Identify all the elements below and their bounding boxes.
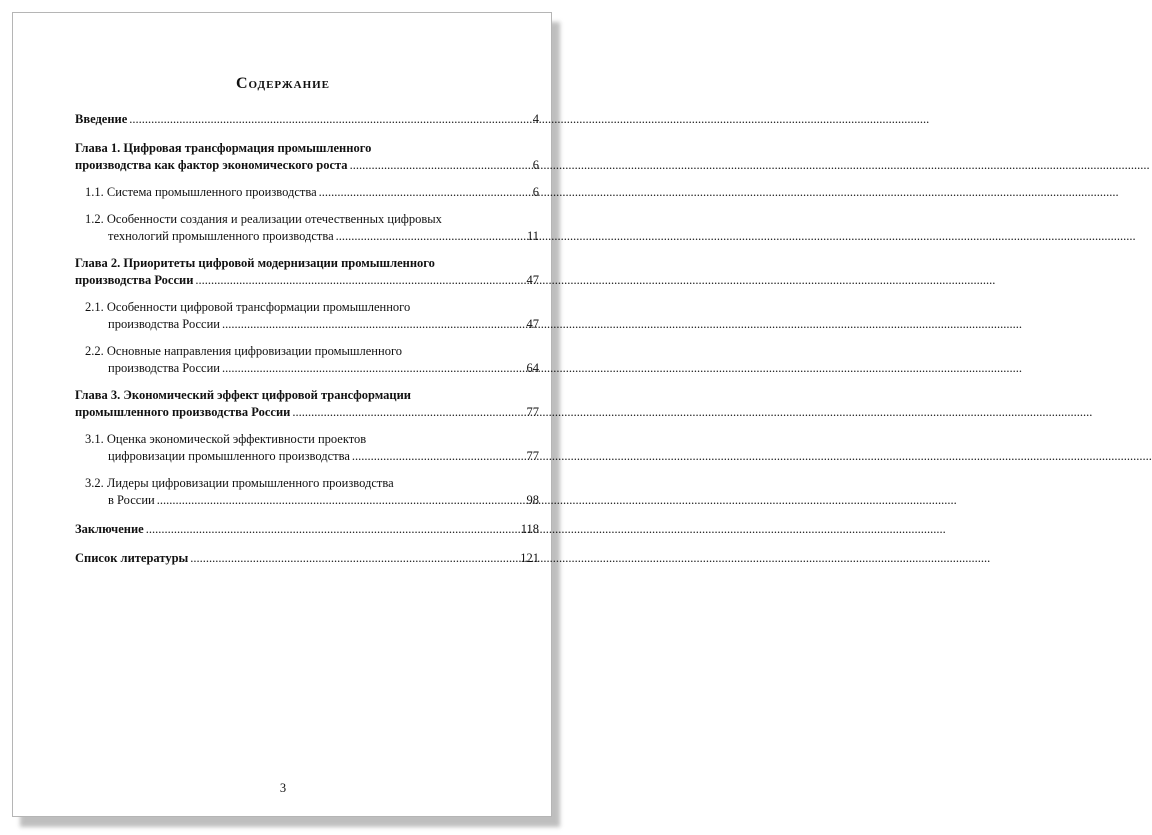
leader-dots xyxy=(190,550,518,567)
toc-section-2-2[interactable] xyxy=(75,343,539,377)
toc-chapter-3[interactable] xyxy=(75,387,539,421)
toc-entry-label: Глава 2. Приоритеты цифровой модернизации промышленного xyxy=(75,256,435,270)
leader-dots xyxy=(222,316,525,333)
leader-dots xyxy=(352,448,525,465)
toc-section-1-2[interactable] xyxy=(75,211,539,245)
toc-entry-label: Список литературы xyxy=(75,551,189,565)
toc-page-number: 6 xyxy=(532,158,539,172)
toc-entry-label: 2.1. Особенности цифровой трансформации промышленного xyxy=(85,300,411,314)
toc-entry-label: производства как фактор экономического роста xyxy=(75,158,348,172)
toc-entry-label: производства России xyxy=(108,317,220,331)
toc-page-number: 11 xyxy=(526,229,539,243)
toc-entry-label: Глава 1. Цифровая трансформация промышленного xyxy=(75,141,372,155)
toc-page-number: 6 xyxy=(532,185,539,199)
leader-dots xyxy=(195,272,524,289)
toc-entry-label: производства России xyxy=(108,361,220,375)
leader-dots xyxy=(350,157,531,174)
toc-entry-label: 3.2. Лидеры цифровизации промышленного производства xyxy=(85,476,394,490)
toc-entry-label: цифровизации промышленного производства xyxy=(108,449,350,463)
page-title: Содержание xyxy=(235,75,331,92)
leader-dots xyxy=(146,521,519,538)
toc-section-3-1[interactable] xyxy=(75,431,539,465)
toc-entry-references[interactable] xyxy=(75,550,539,567)
toc-page-number: 47 xyxy=(526,273,539,287)
toc-chapter-1[interactable] xyxy=(75,140,539,174)
toc-page-number: 64 xyxy=(526,361,539,375)
leader-dots xyxy=(292,404,524,421)
toc-section-2-1[interactable] xyxy=(75,299,539,333)
document-page xyxy=(12,12,552,817)
toc-entry-label: 2.2. Основные направления цифровизации промышленного xyxy=(85,344,403,358)
toc-entry-label: технологий промышленного производства xyxy=(108,229,334,243)
toc-entry-label: 1.1. Система промышленного производства xyxy=(85,185,317,199)
toc-entry-intro[interactable] xyxy=(75,111,539,128)
leader-dots xyxy=(319,184,531,201)
toc-entry-label: Введение xyxy=(75,112,128,126)
leader-dots xyxy=(157,492,525,509)
toc-entry-label: в России xyxy=(108,493,155,507)
toc-page-number: 98 xyxy=(526,493,539,507)
toc-page-number: 4 xyxy=(532,112,539,126)
toc-entry-label: Заключение xyxy=(75,522,144,536)
table-of-contents xyxy=(75,111,539,567)
toc-entry-label: 1.2. Особенности создания и реализации отечественных цифровых xyxy=(85,212,442,226)
leader-dots xyxy=(129,111,530,128)
toc-page-number: 121 xyxy=(520,551,539,565)
toc-entry-label: Глава 3. Экономический эффект цифровой трансформации xyxy=(75,388,412,402)
toc-entry-conclusion[interactable] xyxy=(75,521,539,538)
toc-page-number: 77 xyxy=(526,449,539,463)
leader-dots xyxy=(336,228,525,245)
toc-page-number: 118 xyxy=(520,522,539,536)
toc-section-3-2[interactable] xyxy=(75,475,539,509)
toc-page-number: 47 xyxy=(526,317,539,331)
toc-entry-label: производства России xyxy=(75,273,194,287)
page-number: 3 xyxy=(279,781,287,795)
toc-entry-label: 3.1. Оценка экономической эффективности проектов xyxy=(85,432,367,446)
toc-section-1-1[interactable] xyxy=(75,184,539,201)
toc-page-number: 77 xyxy=(526,405,539,419)
toc-entry-label: промышленного производства России xyxy=(75,405,291,419)
toc-chapter-2[interactable] xyxy=(75,255,539,289)
leader-dots xyxy=(222,360,525,377)
